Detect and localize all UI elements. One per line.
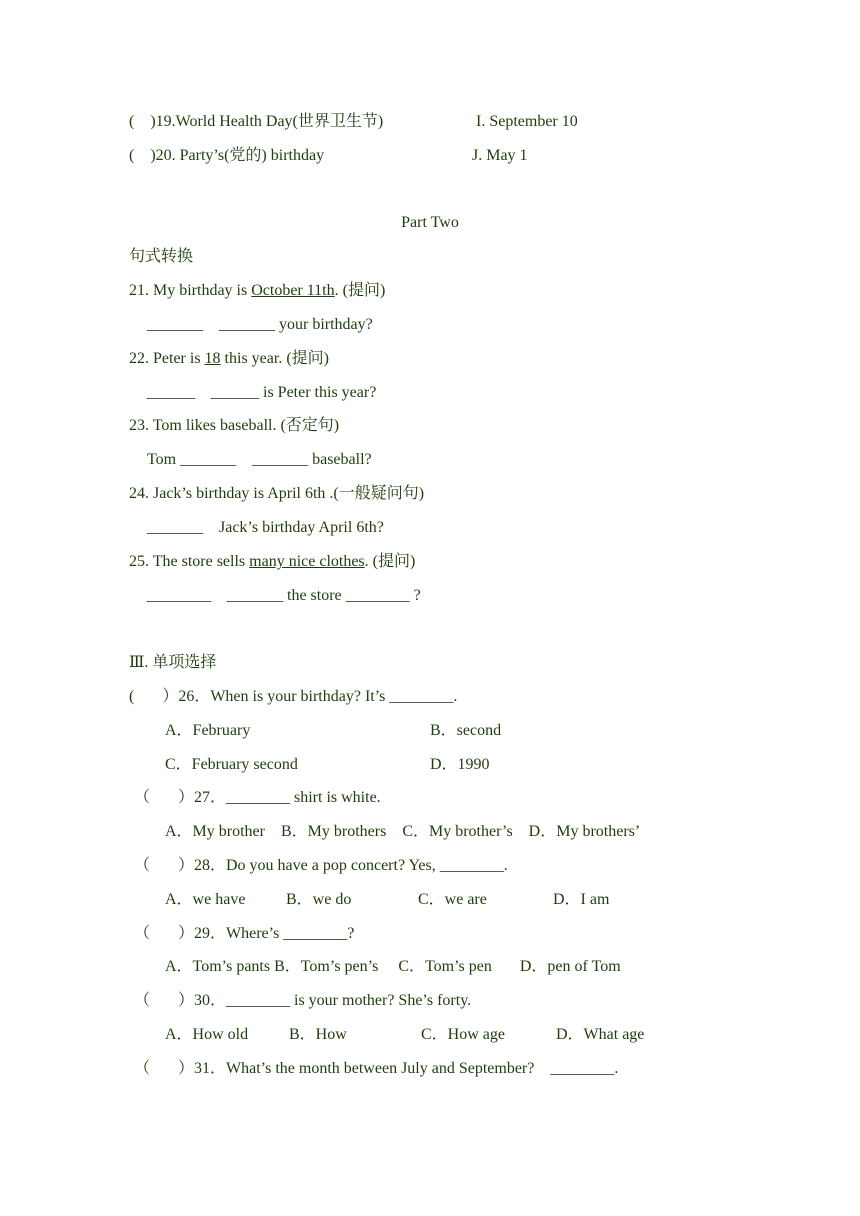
answer-22: ______ ______ is Peter this year? [147,384,377,401]
question-24: 24. Jack’s birthday is April 6th .(一般疑问句) [129,485,425,502]
option-26-b: B．second [430,722,502,739]
answer-24: _______ Jack’s birthday April 6th? [147,519,384,536]
options-29: A．Tom’s pants B．Tom’s pen’s C．Tom’s pen D．pen of Tom [165,958,621,975]
question-21: 21. My birthday is October 11th. (提问) [129,282,386,299]
part-two-title: Part Two [401,214,459,231]
question-26: ( ）26．When is your birthday? It’s ________. [129,688,458,705]
underlined-part: many nice clothes [249,553,365,570]
options-27: A．My brother B．My brothers C．My brother’s D．My brothers’ [165,823,641,840]
question-31: （ ）31．What’s the month between July and September? ________. [134,1060,619,1077]
underlined-part: October 11th [251,282,335,299]
option-28-d: D．I am [553,891,610,908]
section-heading: 句式转换 [129,248,194,265]
underlined-part: 18 [204,350,221,367]
option-30-a: A．How old [165,1026,249,1043]
option-i: I. September 10 [476,113,578,130]
question-20: ( )20. Party’s(党的) birthday [129,147,325,164]
option-28-b: B．we do [286,891,352,908]
option-30-d: D．What age [556,1026,645,1043]
question-30: （ ）30．________ is your mother? She’s forty. [134,992,472,1009]
question-23: 23. Tom likes baseball. (否定句) [129,417,340,434]
option-26-a: A．February [165,722,251,739]
option-26-d: D．1990 [430,756,490,773]
answer-25: ________ _______ the store ________ ? [147,587,421,604]
option-28-a: A．we have [165,891,246,908]
question-27: （ ）27．________ shirt is white. [134,789,381,806]
option-j: J. May 1 [472,147,528,164]
question-29: （ ）29．Where’s ________? [134,925,355,942]
section-three-heading: Ⅲ. 单项选择 [129,654,217,671]
option-30-b: B．How [289,1026,347,1043]
question-25: 25. The store sells many nice clothes. (提问) [129,553,416,570]
question-22: 22. Peter is 18 this year. (提问) [129,350,329,367]
question-19: ( )19.World Health Day(世界卫生节) [129,113,384,130]
option-28-c: C．we are [418,891,487,908]
question-28: （ ）28．Do you have a pop concert? Yes, ________. [134,857,508,874]
answer-21: _______ _______ your birthday? [147,316,373,333]
option-30-c: C．How age [421,1026,505,1043]
option-26-c: C．February second [165,756,298,773]
answer-23: Tom _______ _______ baseball? [147,451,372,468]
